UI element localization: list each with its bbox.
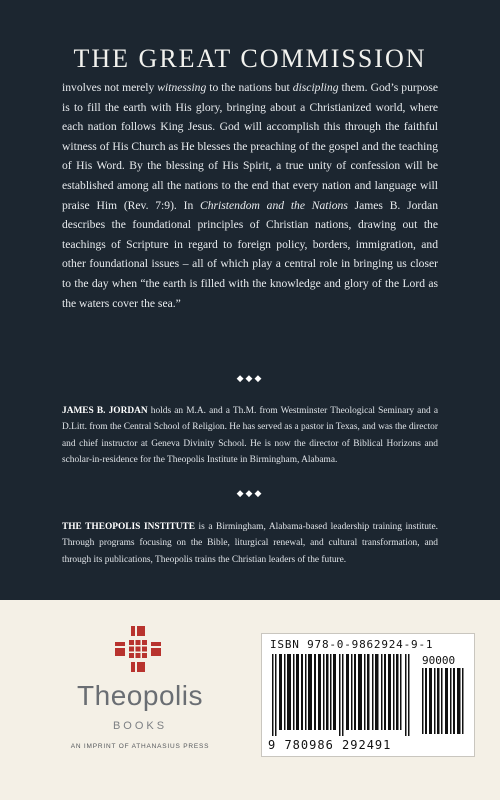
blurb-text-2: to the nations but <box>206 81 293 94</box>
publisher-name: Theopolis <box>77 680 203 711</box>
diamond-separator-icon: ◆◆◆ <box>236 488 264 498</box>
barcode-digits: 9 780986 292491 <box>268 738 392 752</box>
book-blurb <box>62 78 438 313</box>
institute-bio <box>62 519 438 568</box>
diamond-separator-icon: ◆◆◆ <box>236 373 264 383</box>
addon-barcode-bars-icon <box>422 668 466 734</box>
publisher-subtitle: BOOKS <box>112 720 168 732</box>
publisher-imprint: AN IMPRINT OF ATHANASIUS PRESS <box>70 743 210 750</box>
isbn-barcode-box <box>261 633 475 757</box>
blurb-text-3: them. God’s purpose is to fill the earth with His glory, bringing about a Christianized world, where each nation follows King Jesus. God will accomplish this through the faithful witness of His Church as He blesses the preaching of the gospel and the teaching of His Word. By the blessing of His Spirit, a true unity of confession will be established among all the nations to the end that every nation and language will praise Him (Rev. 7:9). In <box>62 81 438 212</box>
book-title-heading: THE GREAT COMMISSION <box>73 44 427 73</box>
blurb-emphasis-discipling: discipling <box>292 81 339 94</box>
author-bio-text: holds an M.A. and a Th.M. from Westminster Theological Seminary and a D.Litt. from the Central School of Religion. He has served as a pastor in Texas, and was the director and chief instructor at Geneva Divinity School. He is now the director of Biblical Horizons and scholar-in-residence for the Theopolis Institute in Birmingham, Alabama. <box>62 406 438 466</box>
price-code: 90000 <box>422 654 456 667</box>
theopolis-cross-logo-icon <box>114 625 162 673</box>
isbn-text: ISBN 978-0-9862924-9-1 <box>270 638 434 651</box>
institute-bio-text: is a Birmingham, Alabama-based leadership training institute. Through programs focusing on the Bible, liturgical renewal, and cultural transformation, and through its publications, Theopolis trains the Christian leaders of the future. <box>62 522 438 565</box>
author-name: JAMES B. JORDAN <box>62 406 148 416</box>
blurb-book-title: Christendom and the Nations <box>200 198 348 212</box>
blurb-text-1: involves not merely <box>62 81 158 94</box>
barcode-bars-icon <box>272 654 414 736</box>
institute-name: THE THEOPOLIS INSTITUTE <box>62 522 196 532</box>
blurb-emphasis-witnessing: witnessing <box>157 81 207 94</box>
blurb-text-4: James B. Jordan describes the foundational principles of Christian nations, drawing out the teachings of Scripture in regard to foreign policy, borders, immigration, and other foundational issues – all of which play a central role in bringing us closer to the day when “the earth is filled with the knowledge and glory of the Lord as the waters cover the sea.” <box>62 198 438 310</box>
author-bio <box>62 403 438 469</box>
